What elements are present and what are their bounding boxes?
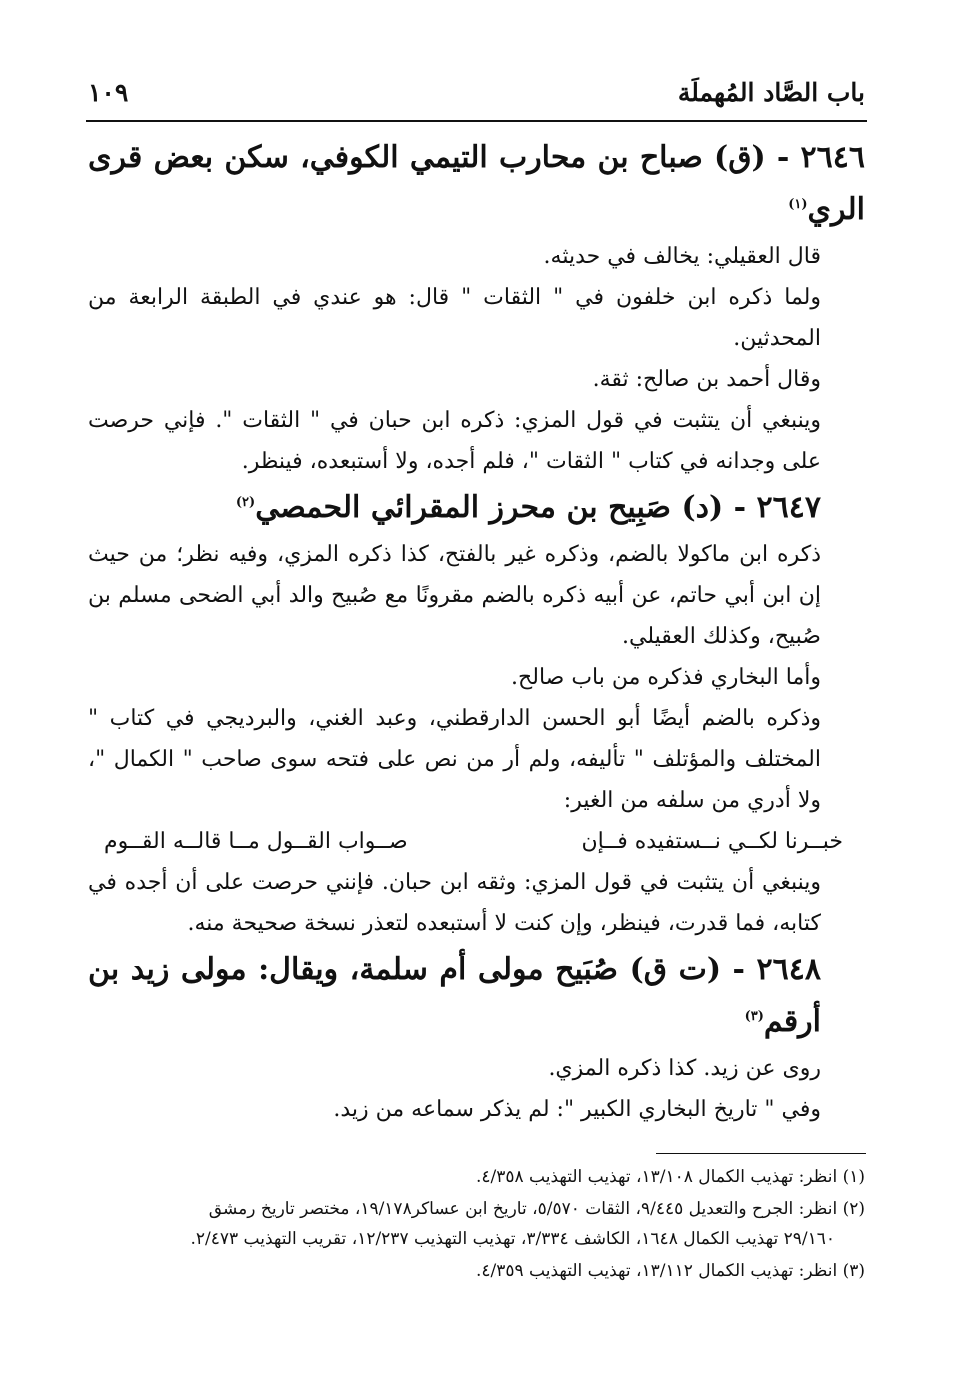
footnote-1: (١) انظر: تهذيب الكمال ١٣/١٠٨، تهذيب التهذيب ٤/٣٥٨. bbox=[475, 1167, 865, 1187]
entry-heading: ٢٦٤٦ - (ق) صباح بن محارب التيمي الكوفي، سكن بعض قرى الري$^{(١)}$ bbox=[88, 140, 865, 227]
header-rule bbox=[86, 120, 867, 122]
paragraph: قال العقيلي: يخالف في حديثه. bbox=[543, 244, 821, 269]
footnote-rule bbox=[656, 1153, 866, 1154]
paragraph: ذكره ابن ماكولا بالضم، وذكره غير بالفتح، كذا ذكره المزي، وفيه نظر؛ من حيث إن ابن أبي حاتم، عن أبيه ذكره بالضم مقرونًا مع صُبيح والد أبي الضحى مسلم بن صُبيح، وكذلك العقيلي. bbox=[88, 542, 821, 649]
entry-heading: ٢٦٤٨ - (ت ق) صُبَيح مولى أم سلمة، ويقال: مولى زيد بن أرقم$^{(٣)}$ bbox=[88, 952, 821, 1039]
footnote-ref: (١) bbox=[788, 197, 808, 212]
paragraph: ولما ذكره ابن خلفون في " الثقات " قال: هو عندي في الطبقة الرابعة من المحدثين. bbox=[88, 285, 821, 351]
entry-2647 bbox=[88, 482, 865, 944]
poetry-verse bbox=[88, 821, 865, 862]
section-title: باب الصَّاد المُهملَة bbox=[677, 78, 865, 107]
paragraph: وأما البخاري فذكره من باب صالح. bbox=[511, 665, 821, 690]
running-header bbox=[88, 78, 865, 118]
footnote-ref: (٣) bbox=[744, 1009, 764, 1024]
paragraph: وينبغي أن يتثبت في قول المزي: ذكره ابن حبان في " الثقات ". فإني حرصت على وجدانه في كتاب " الثقات "، فلم أجده، ولا أستبعده، فينظر. bbox=[88, 408, 821, 474]
paragraph: وفي " تاريخ البخاري الكبير ": لم يذكر سماعه من زيد. bbox=[333, 1097, 821, 1122]
entry-heading: ٢٦٤٧ - (د) صَبِيح بن محرز المقرائي الحمصي$^{(٢)}$ bbox=[235, 490, 821, 525]
page-body bbox=[88, 132, 865, 1130]
footnote-3: (٣) انظر: تهذيب الكمال ١٣/١١٢، تهذيب التهذيب ٤/٣٥٩. bbox=[475, 1261, 865, 1281]
paragraph: روى عن زيد. كذا ذكره المزي. bbox=[548, 1056, 821, 1081]
verse-second-hemistich: صــواب القــول مــا قالــه القــوم bbox=[104, 829, 408, 854]
verse-first-hemistich: خبــرنا لكــي نــستفيده فــإن bbox=[581, 829, 843, 854]
page-number: ١٠٩ bbox=[88, 78, 129, 107]
entry-2648 bbox=[88, 944, 865, 1130]
footnote-ref: (٢) bbox=[235, 495, 256, 510]
entry-2646 bbox=[88, 132, 865, 482]
paragraph: وقال أحمد بن صالح: ثقة. bbox=[592, 367, 821, 392]
paragraph: وينبغي أن يتثبت في قول المزي: وثقه ابن حبان. فإنني حرصت على أن أجده في كتابه، فما قدرت، فينظر، وإن كنت لا أستبعده لتعذر نسخة صحيحة منه. bbox=[88, 870, 821, 936]
footnotes bbox=[88, 1162, 865, 1286]
paragraph: وذكره بالضم أيضًا أبو الحسن الدارقطني، وعبد الغني، والبرديجي في كتاب " المختلف والمؤتلف " تأليفه، ولم أر من نص على فتحه سوى صاحب " الكمال "، ولا أدري من سلفه من الغير: bbox=[88, 706, 821, 813]
footnote-2: (٢) انظر: الجرح والتعديل ٩/٤٤٥، الثقات ٥/٥٧٠، تاريخ ابن عساكر١٩/١٧٨، مختصر تاريخ رمشق ٢٩/١٦٠ تهذيب الكمال ١٦٤٨، الكاشف ٣/٣٣٤، تهذيب التهذيب ١٢/٢٣٧، تقريب التهذيب ٢/٤٧٣. bbox=[190, 1199, 865, 1249]
